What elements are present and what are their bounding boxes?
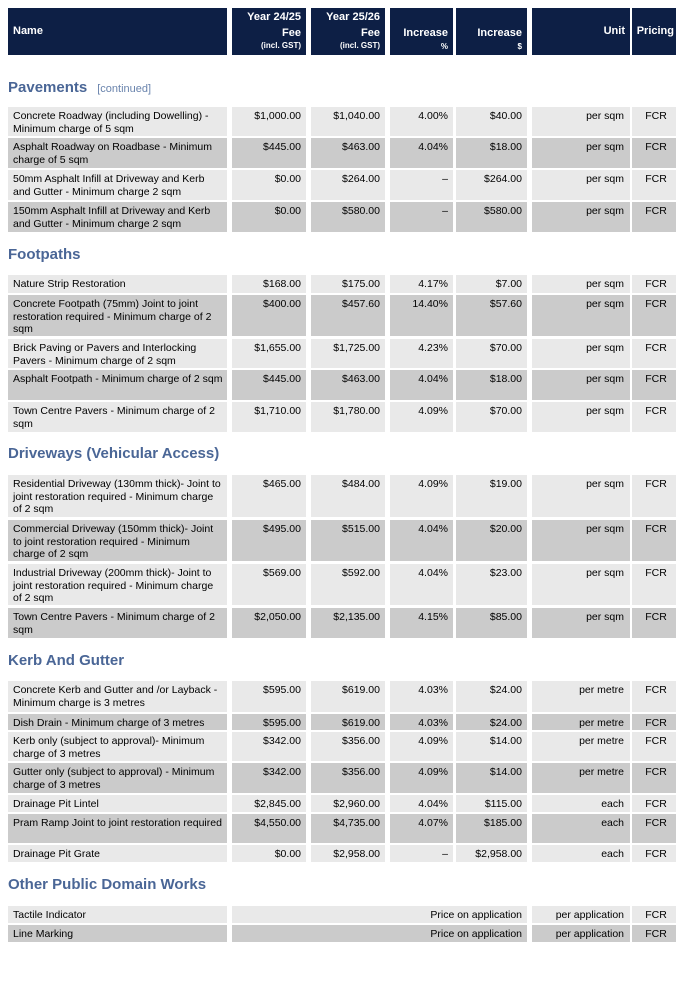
fee-item-name: 150mm Asphalt Infill at Driveway and Kerb and Gutter - Minimum charge 2 sqm (8, 202, 227, 232)
unit-value: per application (532, 925, 630, 942)
header-increase-dollar-label: Increase (477, 27, 522, 39)
increase-percent: – (390, 202, 453, 232)
table-row (0, 520, 682, 561)
table-row (0, 275, 682, 293)
fee-item-name: Town Centre Pavers - Minimum charge of 2 sqm (8, 608, 227, 638)
fee-2526: $1,040.00 (311, 107, 385, 136)
unit-value: per sqm (532, 564, 630, 605)
increase-dollar: $19.00 (456, 475, 527, 517)
pricing-code: FCR (632, 845, 676, 862)
unit-value: per sqm (532, 275, 630, 293)
fee-2425: $2,050.00 (232, 608, 306, 638)
fee-item-name: Industrial Driveway (200mm thick)- Joint to joint restoration required - Minimum charge of 2 sqm (8, 564, 227, 605)
header-fee-2526 (311, 8, 385, 55)
increase-dollar: $70.00 (456, 339, 527, 368)
header-increase-percent-unit: % (440, 42, 448, 51)
header-name (8, 8, 227, 55)
increase-dollar: $20.00 (456, 520, 527, 561)
fee-2425: $1,655.00 (232, 339, 306, 368)
increase-dollar: $7.00 (456, 275, 527, 293)
header-name-label: Name (13, 25, 43, 37)
fee-2425: $342.00 (232, 732, 306, 761)
fee-2425: $0.00 (232, 202, 306, 232)
pricing-code: FCR (632, 681, 676, 712)
fee-item-name: Gutter only (subject to approval) - Minimum charge of 3 metres (8, 763, 227, 793)
fee-2526: $1,780.00 (311, 402, 385, 432)
fee-2526: $2,958.00 (311, 845, 385, 862)
increase-dollar: $14.00 (456, 732, 527, 761)
unit-value: per metre (532, 681, 630, 712)
table-row (0, 608, 682, 638)
increase-percent: 4.04% (390, 370, 453, 400)
increase-dollar: $70.00 (456, 402, 527, 432)
pricing-code: FCR (632, 925, 676, 942)
section-title-text: Other Public Domain Works (8, 876, 207, 893)
fee-2526: $619.00 (311, 714, 385, 730)
increase-dollar: $40.00 (456, 107, 527, 136)
pricing-code: FCR (632, 520, 676, 561)
header-fee-2425-fee: Fee (282, 27, 301, 39)
fee-2425: $2,845.00 (232, 795, 306, 812)
table-row (0, 814, 682, 843)
unit-value: per sqm (532, 138, 630, 168)
increase-percent: 4.09% (390, 732, 453, 761)
table-row (0, 681, 682, 712)
fee-2526: $4,735.00 (311, 814, 385, 843)
fee-item-name: 50mm Asphalt Infill at Driveway and Kerb and Gutter - Minimum charge 2 sqm (8, 170, 227, 200)
pricing-code: FCR (632, 170, 676, 200)
table-row (0, 906, 682, 923)
pricing-code: FCR (632, 138, 676, 168)
header-increase-dollar-unit: $ (517, 42, 522, 51)
fee-2425: $445.00 (232, 138, 306, 168)
fee-2425: $1,000.00 (232, 107, 306, 136)
fee-item-name: Nature Strip Restoration (8, 275, 227, 293)
table-row (0, 402, 682, 432)
increase-percent: 4.09% (390, 475, 453, 517)
fee-item-name: Concrete Footpath (75mm) Joint to joint restoration required - Minimum charge of 2 sqm (8, 295, 227, 336)
table-row (0, 564, 682, 605)
unit-value: per metre (532, 714, 630, 730)
fee-2526: $463.00 (311, 370, 385, 400)
fee-2425: $595.00 (232, 681, 306, 712)
section-title-text: Kerb And Gutter (8, 652, 125, 669)
table-row (0, 763, 682, 793)
increase-percent: 4.04% (390, 138, 453, 168)
pricing-code: FCR (632, 402, 676, 432)
increase-dollar: $2,958.00 (456, 845, 527, 862)
fee-2425: $4,550.00 (232, 814, 306, 843)
table-row (0, 845, 682, 862)
increase-dollar: $57.60 (456, 295, 527, 336)
pricing-code: FCR (632, 814, 676, 843)
fee-2425: $1,710.00 (232, 402, 306, 432)
table-row (0, 170, 682, 200)
pricing-code: FCR (632, 564, 676, 605)
table-row (0, 475, 682, 517)
section-title-text: Pavements (8, 79, 88, 96)
section-title (8, 246, 81, 263)
unit-value: per application (532, 906, 630, 923)
fee-2526: $515.00 (311, 520, 385, 561)
pricing-code: FCR (632, 295, 676, 336)
unit-value: each (532, 814, 630, 843)
increase-dollar: $24.00 (456, 681, 527, 712)
increase-dollar: $24.00 (456, 714, 527, 730)
header-pricing (632, 8, 676, 55)
fee-2526: $592.00 (311, 564, 385, 605)
pricing-code: FCR (632, 475, 676, 517)
fee-item-name: Asphalt Roadway on Roadbase - Minimum charge of 5 sqm (8, 138, 227, 168)
unit-value: per metre (532, 763, 630, 793)
fee-item-name: Concrete Roadway (including Dowelling) - Minimum charge of 5 sqm (8, 107, 227, 136)
header-increase-percent-label: Increase (403, 27, 448, 39)
increase-dollar: $85.00 (456, 608, 527, 638)
table-row (0, 732, 682, 761)
header-unit-label: Unit (603, 25, 625, 37)
fee-2425: $400.00 (232, 295, 306, 336)
unit-value: per sqm (532, 295, 630, 336)
fee-2526: $619.00 (311, 681, 385, 712)
increase-percent: 14.40% (390, 295, 453, 336)
header-fee-2526-fee: Fee (361, 27, 380, 39)
unit-value: per sqm (532, 339, 630, 368)
increase-percent: – (390, 170, 453, 200)
increase-dollar: $14.00 (456, 763, 527, 793)
table-row (0, 138, 682, 168)
section-title-text: Driveways (Vehicular Access) (8, 445, 220, 462)
table-row (0, 714, 682, 730)
unit-value: per sqm (532, 170, 630, 200)
pricing-code: FCR (632, 714, 676, 730)
header-fee-2526-gst: (incl. GST) (340, 41, 380, 50)
table-row (0, 925, 682, 942)
fee-2425: $0.00 (232, 170, 306, 200)
unit-value: per sqm (532, 520, 630, 561)
pricing-code: FCR (632, 275, 676, 293)
fee-item-name: Dish Drain - Minimum charge of 3 metres (8, 714, 227, 730)
increase-percent: 4.23% (390, 339, 453, 368)
table-row (0, 295, 682, 336)
increase-percent: 4.04% (390, 564, 453, 605)
fee-2526: $2,135.00 (311, 608, 385, 638)
pricing-code: FCR (632, 795, 676, 812)
increase-dollar: $23.00 (456, 564, 527, 605)
increase-dollar: $264.00 (456, 170, 527, 200)
fee-2526: $175.00 (311, 275, 385, 293)
fee-item-name: Asphalt Footpath - Minimum charge of 2 sqm (8, 370, 227, 400)
increase-percent: 4.09% (390, 402, 453, 432)
fee-2425: $465.00 (232, 475, 306, 517)
fee-2425: $342.00 (232, 763, 306, 793)
pricing-code: FCR (632, 202, 676, 232)
pricing-code: FCR (632, 906, 676, 923)
fee-2526: $457.60 (311, 295, 385, 336)
pricing-code: FCR (632, 763, 676, 793)
fee-2526: $1,725.00 (311, 339, 385, 368)
section-title (8, 445, 219, 462)
fee-2526: $356.00 (311, 763, 385, 793)
fee-2526: $264.00 (311, 170, 385, 200)
pricing-code: FCR (632, 732, 676, 761)
fee-2425: $445.00 (232, 370, 306, 400)
pricing-code: FCR (632, 107, 676, 136)
fee-2425: $595.00 (232, 714, 306, 730)
unit-value: per sqm (532, 402, 630, 432)
header-fee-2526-year: Year 25/26 (326, 11, 380, 23)
fee-2526: $580.00 (311, 202, 385, 232)
increase-dollar: $185.00 (456, 814, 527, 843)
increase-percent: 4.00% (390, 107, 453, 136)
unit-value: per metre (532, 732, 630, 761)
increase-percent: 4.07% (390, 814, 453, 843)
fee-item-name: Drainage Pit Grate (8, 845, 227, 862)
fee-2526: $356.00 (311, 732, 385, 761)
fee-item-name: Line Marking (8, 925, 227, 942)
unit-value: per sqm (532, 370, 630, 400)
fee-item-name: Pram Ramp Joint to joint restoration required (8, 814, 227, 843)
increase-percent: – (390, 845, 453, 862)
unit-value: each (532, 845, 630, 862)
section-title (8, 876, 206, 893)
pricing-code: FCR (632, 370, 676, 400)
pricing-code: FCR (632, 339, 676, 368)
unit-value: per sqm (532, 475, 630, 517)
table-row (0, 339, 682, 368)
header-unit (532, 8, 630, 55)
header-increase-percent (390, 8, 453, 55)
increase-percent: 4.09% (390, 763, 453, 793)
pricing-code: FCR (632, 608, 676, 638)
table-row (0, 202, 682, 232)
fee-2526: $484.00 (311, 475, 385, 517)
header-fee-2425-gst: (incl. GST) (261, 41, 301, 50)
price-on-application: Price on application (232, 925, 527, 942)
increase-dollar: $18.00 (456, 138, 527, 168)
fee-2526: $463.00 (311, 138, 385, 168)
section-title (8, 79, 151, 96)
table-row (0, 795, 682, 812)
fee-item-name: Concrete Kerb and Gutter and /or Layback - Minimum charge is 3 metres (8, 681, 227, 712)
fee-2425: $569.00 (232, 564, 306, 605)
increase-dollar: $18.00 (456, 370, 527, 400)
section-title-text: Footpaths (8, 246, 81, 263)
unit-value: per sqm (532, 202, 630, 232)
fee-item-name: Brick Paving or Pavers and Interlocking Pavers - Minimum charge of 2 sqm (8, 339, 227, 368)
increase-percent: 4.15% (390, 608, 453, 638)
increase-percent: 4.04% (390, 795, 453, 812)
header-increase-dollar (456, 8, 527, 55)
table-row (0, 370, 682, 400)
unit-value: per sqm (532, 107, 630, 136)
header-fee-2425 (232, 8, 306, 55)
increase-dollar: $115.00 (456, 795, 527, 812)
header-pricing-label: Pricing (636, 25, 674, 37)
increase-percent: 4.04% (390, 520, 453, 561)
fee-item-name: Drainage Pit Lintel (8, 795, 227, 812)
fee-2526: $2,960.00 (311, 795, 385, 812)
fee-item-name: Residential Driveway (130mm thick)- Joint to joint restoration required - Minimum charge of 2 sqm (8, 475, 227, 517)
increase-percent: 4.03% (390, 714, 453, 730)
fee-item-name: Kerb only (subject to approval)- Minimum charge of 3 metres (8, 732, 227, 761)
fee-2425: $168.00 (232, 275, 306, 293)
table-header (0, 0, 682, 56)
increase-dollar: $580.00 (456, 202, 527, 232)
price-on-application: Price on application (232, 906, 527, 923)
table-row (0, 107, 682, 136)
header-fee-2425-year: Year 24/25 (247, 11, 301, 23)
fee-2425: $0.00 (232, 845, 306, 862)
unit-value: per sqm (532, 608, 630, 638)
increase-percent: 4.03% (390, 681, 453, 712)
unit-value: each (532, 795, 630, 812)
section-title (8, 652, 124, 669)
fee-item-name: Commercial Driveway (150mm thick)- Joint to joint restoration required - Minimum charge of 2 sqm (8, 520, 227, 561)
increase-percent: 4.17% (390, 275, 453, 293)
fee-2425: $495.00 (232, 520, 306, 561)
fee-item-name: Town Centre Pavers - Minimum charge of 2 sqm (8, 402, 227, 432)
fee-item-name: Tactile Indicator (8, 906, 227, 923)
section-continued-label: [continued] (97, 83, 152, 95)
